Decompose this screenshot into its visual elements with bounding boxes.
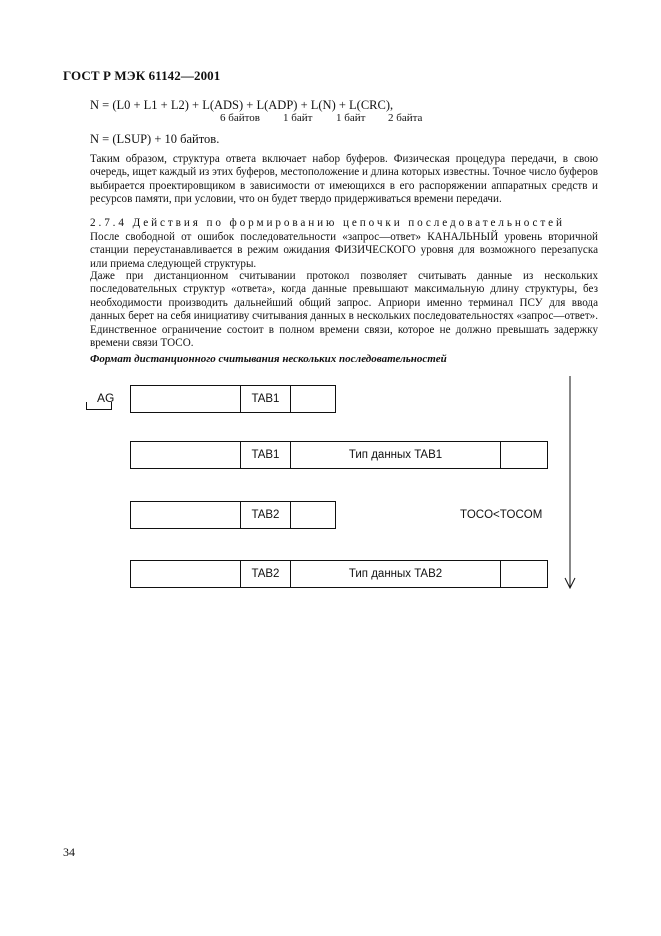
frame-end-cell — [501, 561, 547, 587]
frame-row-2 — [130, 441, 548, 469]
frame-tab-cell: TAB2 — [241, 561, 291, 587]
formula-n-lsup: N = (LSUP) + 10 байтов. — [90, 132, 220, 146]
formula-sub-6-bytes: 6 байтов — [220, 112, 260, 124]
paragraph-structure: Таким образом, структура ответа включает набор буферов. Физическая процедура передачи, в свою очередь, ищет каждый из этих буферов, местоположение и длина которых известны. Точное число буферов выбирается проектировщиком в зависимости от имеющихся в его распоряжении аппаратных средств и ресурсов памяти, при условии, что он будет твердо придерживаться времени передачи. — [90, 153, 598, 206]
frame-end-cell — [291, 386, 335, 412]
formula-sub-2-bytes: 2 байта — [388, 112, 423, 124]
timing-condition: TOCO<TOCOM — [460, 509, 543, 521]
frame-row-4 — [130, 560, 548, 588]
document-header: ГОСТ Р МЭК 61142—2001 — [63, 68, 221, 83]
frame-end-cell — [501, 442, 547, 468]
frame-data-cell: Тип данных TAB2 — [291, 561, 501, 587]
frame-row-1 — [130, 385, 336, 413]
diagram-caption: Формат дистанционного считывания нескольких последовательностей — [90, 353, 447, 365]
paragraph-link-layer: После свободной от ошибок последовательности «запрос—ответ» КАНАЛЬНЫЙ уровень вторичной станции переустанавливается в режим ожидания ФИЗИЧЕСКОГО уровня для возможного перезапуска или приема следующей структуры. — [90, 231, 598, 270]
formula-sub-1-byte-a: 1 байт — [283, 112, 313, 124]
paragraph-remote-reading: Даже при дистанционном считывании протокол позволяет считывать данные из нескольких последовательных структур «ответа», когда данные превышают максимальную длину структуры, без необходимости производить дальнейший общий запрос. Априори именно терминал ПСУ для ввода данных берет на себя инициативу считывания данных в нескольких последовательностях «запрос—ответ». Единственное ограничение состоит в полном времени связи, которое не должно превышать задержку времени связи ТОСО. — [90, 270, 598, 350]
frame-empty-cell — [131, 442, 241, 468]
formula-n-length: N = (L0 + L1 + L2) + L(ADS) + L(ADP) + L(N) + L(CRC), — [90, 98, 394, 112]
frame-tab-cell: TAB2 — [241, 502, 291, 528]
frame-end-cell — [291, 502, 335, 528]
section-heading-2-7-4: 2.7.4 Действия по формированию цепочки последовательностей — [90, 217, 565, 229]
formula-sub-1-byte-b: 1 байт — [336, 112, 366, 124]
frame-data-cell: Тип данных TAB1 — [291, 442, 501, 468]
time-arrow-icon — [562, 376, 578, 592]
frame-tab-cell: TAB1 — [241, 442, 291, 468]
ag-bracket — [86, 402, 112, 410]
ag-label: AG — [97, 391, 115, 405]
page-number: 34 — [63, 845, 75, 859]
frame-tab-cell: TAB1 — [241, 386, 291, 412]
frame-row-3 — [130, 501, 336, 529]
frame-empty-cell — [131, 386, 241, 412]
frame-empty-cell — [131, 561, 241, 587]
frame-empty-cell — [131, 502, 241, 528]
